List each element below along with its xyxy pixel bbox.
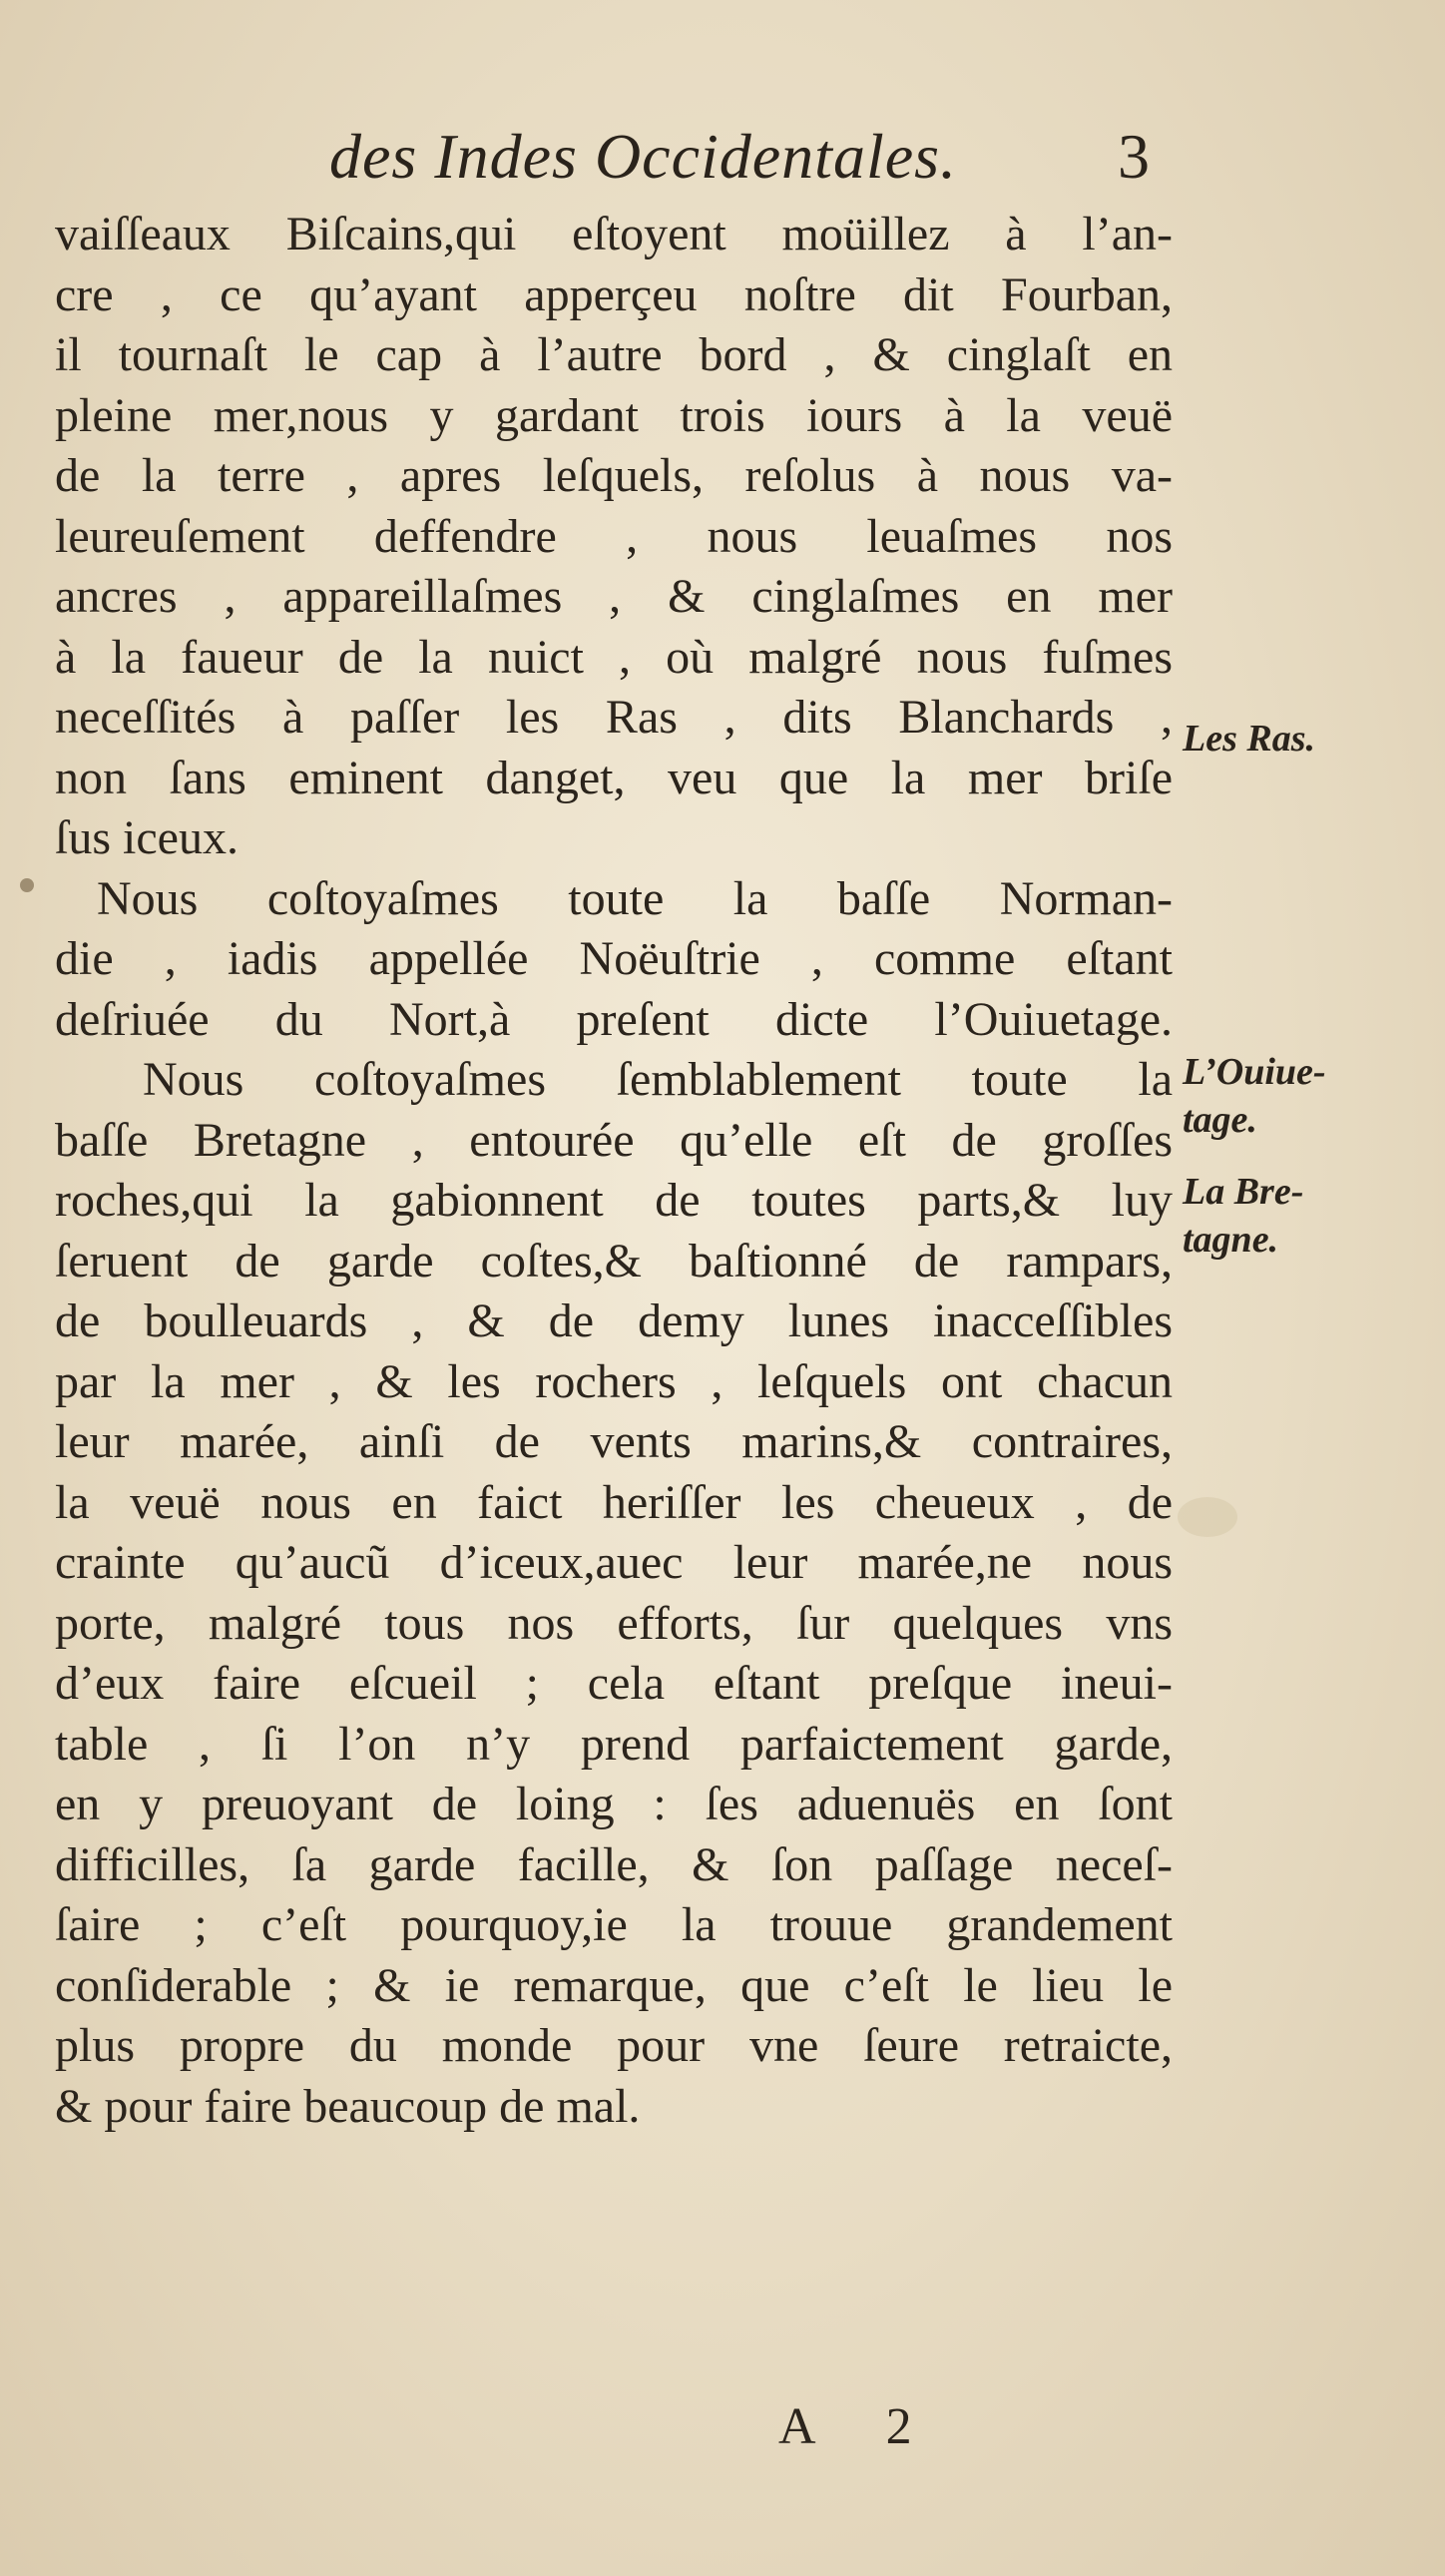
text-line: plus propre du monde pour vne ſeure retraicte, [55,2019,1173,2072]
text-line: leur marée, ainſi de vents marins,& contraires, [55,1415,1173,1468]
text-line: à la faueur de la nuict , où malgré nous fuſmes [55,630,1173,684]
text-line: cre , ce qu’ayant apperçeu noſtre dit Fourban, [55,267,1173,321]
text-line: pleine mer,nous y gardant trois iours à la veuë [55,388,1173,442]
text-line: ſus iceux. [55,811,239,864]
text-line: neceſſités à paſſer les Ras , dits Blanchards , [55,691,1173,744]
text-line: porte, malgré tous nos efforts, ſur quelques vns [55,1596,1173,1650]
text-line: die , iadis appellée Noëuſtrie , comme eſtant [55,932,1173,985]
text-line: conſiderable ; & ie remarque, que c’eſt le lieu le [55,1958,1173,2012]
paper-stain [1178,1497,1237,1537]
text-line: baſſe Bretagne , entourée qu’elle eſt de groſſes [55,1113,1173,1167]
text-line: de la terre , apres leſquels, reſolus à nous va- [55,449,1173,502]
text-line: non ſans eminent danget, veu que la mer briſe [55,751,1173,804]
text-line: en y preuoyant de loing : ſes aduenuës en ſont [55,1778,1173,1830]
text-line: ancres , appareillaſmes , & cinglaſmes en mer [55,570,1173,623]
paragraph-first-line: Nous coſtoyaſmes toute la baſſe Norman- [97,871,1173,925]
margin-note-ouiuetage-cont: tage. [1183,1099,1257,1141]
text-line: ſaire ; c’eſt pourquoy,ie la trouue grandement [55,1898,1173,1951]
body-text [55,205,1173,2137]
signature-mark: A 2 [778,2398,942,2455]
margin-note-ouiuetage: L’Ouiue- [1183,1051,1326,1093]
running-title: des Indes Occidentales. [329,121,958,192]
text-line: vaiſſeaux Biſcains,qui eſtoyent moüillez à l’an- [55,208,1173,260]
margin-note-bretagne: La Bre- [1183,1171,1304,1213]
text-line: ſeruent de garde coſtes,& baſtionné de rampars, [55,1234,1173,1288]
text-line: par la mer , & les rochers , leſquels ont chacun [55,1354,1173,1408]
page-number: 3 [1118,121,1150,192]
text-line: & pour faire beaucoup de mal. [55,2079,641,2133]
text-line: la veuë nous en faict heriſſer les cheueux , de [55,1475,1173,1529]
margin-note-les-ras: Les Ras. [1183,718,1315,760]
text-line: deſriuée du Nort,à preſent dicte l’Ouiuetage. [55,992,1173,1046]
ink-spot [20,878,34,892]
text-line: leureuſement deffendre , nous leuaſmes nos [55,509,1173,563]
text-line: difficilles, ſa garde facille, & ſon paſſage neceſ- [55,1837,1173,1891]
text-line: d’eux faire eſcueil ; cela eſtant preſque ineui- [55,1657,1173,1710]
margin-note-bretagne-cont: tagne. [1183,1219,1279,1261]
text-line: roches,qui la gabionnent de toutes parts,& luy [55,1174,1173,1227]
paragraph-first-line: Nous coſtoyaſmes ſemblablement toute la [143,1053,1173,1106]
text-line: de boulleuards , & de demy lunes inacceſſibles [55,1294,1173,1347]
text-line: il tournaſt le cap à l’autre bord , & cinglaſt en [55,328,1173,381]
text-line: crainte qu’aucũ d’iceux,auec leur marée,ne nous [55,1536,1173,1589]
text-line: table , ſi l’on n’y prend parfaictement garde, [55,1717,1173,1771]
